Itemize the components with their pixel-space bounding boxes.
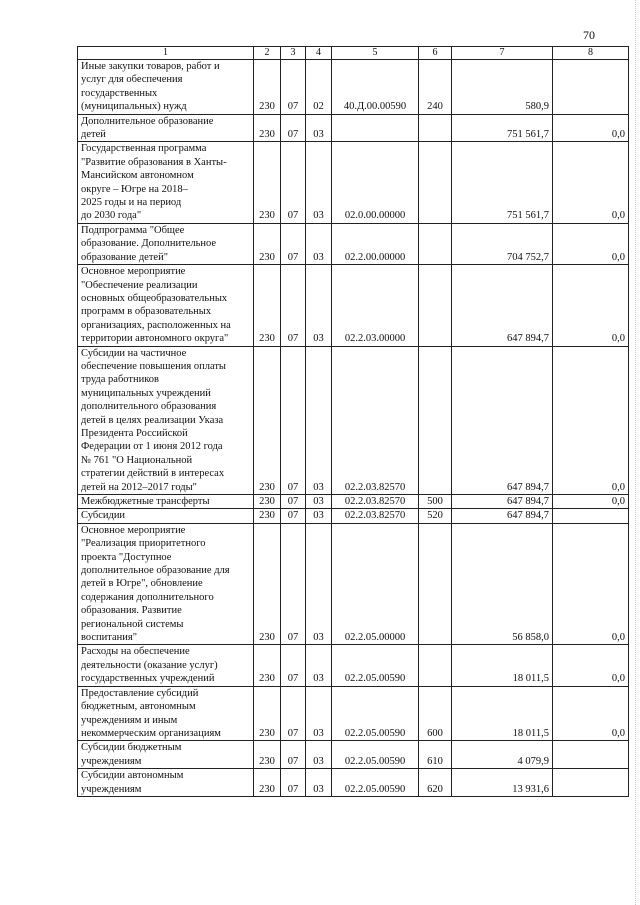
cell-amount: 704 752,7 — [452, 223, 553, 264]
row-name: Подпрограмма "Общее образование. Дополнительное образование детей" — [78, 223, 254, 264]
cell-amount-federal: 0,0 — [553, 265, 629, 346]
cell-target-article — [332, 114, 419, 142]
cell-amount-federal: 0,0 — [553, 346, 629, 494]
row-name: Государственная программа "Развитие образования в Ханты- Мансийском автономном округе – Югре на 2018– 2025 годы и на период до 2030 года" — [78, 142, 254, 223]
cell-section: 07 — [281, 265, 306, 346]
cell-amount-federal: 0,0 — [553, 114, 629, 142]
cell-section: 07 — [281, 509, 306, 523]
cell-section: 07 — [281, 142, 306, 223]
column-header: 3 — [281, 47, 306, 60]
column-header: 2 — [254, 47, 281, 60]
cell-amount: 13 931,6 — [452, 769, 553, 797]
row-name: Субсидии — [78, 509, 254, 523]
table-row — [78, 223, 629, 264]
page-number: 70 — [583, 28, 595, 42]
cell-amount-federal: 0,0 — [553, 523, 629, 645]
cell-amount: 647 894,7 — [452, 346, 553, 494]
cell-target-article: 02.0.00.00000 — [332, 142, 419, 223]
cell-amount: 751 561,7 — [452, 142, 553, 223]
cell-section: 07 — [281, 523, 306, 645]
cell-subsection: 03 — [306, 741, 332, 769]
cell-expense-type — [419, 114, 452, 142]
cell-ministry-code: 230 — [254, 686, 281, 741]
table-row — [78, 769, 629, 797]
cell-amount-federal: 0,0 — [553, 142, 629, 223]
row-name: Дополнительное образование детей — [78, 114, 254, 142]
cell-amount: 18 011,5 — [452, 645, 553, 686]
cell-amount-federal — [553, 60, 629, 115]
cell-section: 07 — [281, 741, 306, 769]
cell-section: 07 — [281, 769, 306, 797]
cell-section: 07 — [281, 114, 306, 142]
cell-amount-federal: 0,0 — [553, 223, 629, 264]
cell-subsection: 03 — [306, 114, 332, 142]
row-name: Субсидии бюджетным учреждениям — [78, 741, 254, 769]
table-row — [78, 346, 629, 494]
column-header: 8 — [553, 47, 629, 60]
cell-ministry-code: 230 — [254, 265, 281, 346]
cell-ministry-code: 230 — [254, 495, 281, 509]
cell-expense-type: 600 — [419, 686, 452, 741]
cell-target-article: 02.2.05.00590 — [332, 741, 419, 769]
cell-amount: 647 894,7 — [452, 265, 553, 346]
table-row — [78, 741, 629, 769]
column-header: 6 — [419, 47, 452, 60]
cell-target-article: 02.2.03.82570 — [332, 495, 419, 509]
cell-target-article: 02.2.03.00000 — [332, 265, 419, 346]
cell-ministry-code: 230 — [254, 142, 281, 223]
cell-expense-type: 520 — [419, 509, 452, 523]
cell-subsection: 03 — [306, 223, 332, 264]
cell-target-article: 02.2.03.82570 — [332, 509, 419, 523]
cell-ministry-code: 230 — [254, 509, 281, 523]
cell-subsection: 03 — [306, 523, 332, 645]
table-row — [78, 509, 629, 523]
table-row — [78, 60, 629, 115]
cell-expense-type — [419, 523, 452, 645]
table-row — [78, 114, 629, 142]
cell-subsection: 03 — [306, 495, 332, 509]
cell-subsection: 02 — [306, 60, 332, 115]
cell-amount-federal: 0,0 — [553, 645, 629, 686]
cell-expense-type: 240 — [419, 60, 452, 115]
column-header: 7 — [452, 47, 553, 60]
cell-expense-type: 500 — [419, 495, 452, 509]
row-name: Иные закупки товаров, работ и услуг для обеспечения государственных (муниципальных) нужд — [78, 60, 254, 115]
cell-amount: 580,9 — [452, 60, 553, 115]
table-row — [78, 645, 629, 686]
cell-expense-type: 620 — [419, 769, 452, 797]
row-name: Расходы на обеспечение деятельности (оказание услуг) государственных учреждений — [78, 645, 254, 686]
cell-amount-federal — [553, 741, 629, 769]
table-body — [78, 60, 629, 797]
cell-expense-type — [419, 223, 452, 264]
cell-amount: 647 894,7 — [452, 495, 553, 509]
budget-table — [77, 46, 629, 797]
cell-subsection: 03 — [306, 645, 332, 686]
cell-target-article: 02.2.03.82570 — [332, 346, 419, 494]
cell-amount: 18 011,5 — [452, 686, 553, 741]
table-row — [78, 265, 629, 346]
cell-ministry-code: 230 — [254, 523, 281, 645]
cell-subsection: 03 — [306, 509, 332, 523]
cell-ministry-code: 230 — [254, 60, 281, 115]
cell-section: 07 — [281, 495, 306, 509]
cell-subsection: 03 — [306, 686, 332, 741]
table-row — [78, 523, 629, 645]
cell-ministry-code: 230 — [254, 769, 281, 797]
column-number-row — [78, 47, 629, 60]
cell-expense-type: 610 — [419, 741, 452, 769]
row-name: Основное мероприятие "Обеспечение реализации основных общеобразовательных программ в образовательных организациях, расположенных на территории автономного округа" — [78, 265, 254, 346]
cell-amount: 647 894,7 — [452, 509, 553, 523]
cell-amount: 4 079,9 — [452, 741, 553, 769]
row-name: Субсидии автономным учреждениям — [78, 769, 254, 797]
cell-target-article: 02.2.05.00590 — [332, 769, 419, 797]
column-header: 1 — [78, 47, 254, 60]
cell-amount: 751 561,7 — [452, 114, 553, 142]
cell-section: 07 — [281, 223, 306, 264]
cell-amount-federal — [553, 769, 629, 797]
row-name: Основное мероприятие "Реализация приоритетного проекта "Доступное дополнительное образование для детей в Югре", обновление содержания дополнительного образования. Развитие региональной системы воспитания" — [78, 523, 254, 645]
cell-amount-federal: 0,0 — [553, 495, 629, 509]
cell-ministry-code: 230 — [254, 346, 281, 494]
cell-expense-type — [419, 645, 452, 686]
column-header: 4 — [306, 47, 332, 60]
cell-target-article: 40.Д.00.00590 — [332, 60, 419, 115]
cell-section: 07 — [281, 645, 306, 686]
cell-target-article: 02.2.05.00590 — [332, 645, 419, 686]
cell-target-article: 02.2.00.00000 — [332, 223, 419, 264]
table-row — [78, 142, 629, 223]
table-row — [78, 686, 629, 741]
column-header: 5 — [332, 47, 419, 60]
cell-target-article: 02.2.05.00590 — [332, 686, 419, 741]
scan-edge — [635, 0, 637, 905]
cell-ministry-code: 230 — [254, 741, 281, 769]
cell-ministry-code: 230 — [254, 223, 281, 264]
row-name: Предоставление субсидий бюджетным, автономным учреждениям и иным некоммерческим организациям — [78, 686, 254, 741]
cell-section: 07 — [281, 60, 306, 115]
cell-ministry-code: 230 — [254, 645, 281, 686]
cell-subsection: 03 — [306, 265, 332, 346]
cell-subsection: 03 — [306, 346, 332, 494]
cell-subsection: 03 — [306, 142, 332, 223]
cell-ministry-code: 230 — [254, 114, 281, 142]
row-name: Межбюджетные трансферты — [78, 495, 254, 509]
cell-expense-type — [419, 346, 452, 494]
cell-expense-type — [419, 265, 452, 346]
cell-section: 07 — [281, 346, 306, 494]
cell-target-article: 02.2.05.00000 — [332, 523, 419, 645]
table-header — [78, 47, 629, 60]
cell-amount: 56 858,0 — [452, 523, 553, 645]
cell-expense-type — [419, 142, 452, 223]
row-name: Субсидии на частичное обеспечение повышения оплаты труда работников муниципальных учреждений дополнительного образования детей в целях реализации Указа Президента Российской Федерации от 1 июня 2012 года № 761 "О Национальной стратегии действий в интересах детей на 2012–2017 годы" — [78, 346, 254, 494]
table-row — [78, 495, 629, 509]
cell-section: 07 — [281, 686, 306, 741]
cell-amount-federal: 0,0 — [553, 686, 629, 741]
cell-amount-federal — [553, 509, 629, 523]
cell-subsection: 03 — [306, 769, 332, 797]
